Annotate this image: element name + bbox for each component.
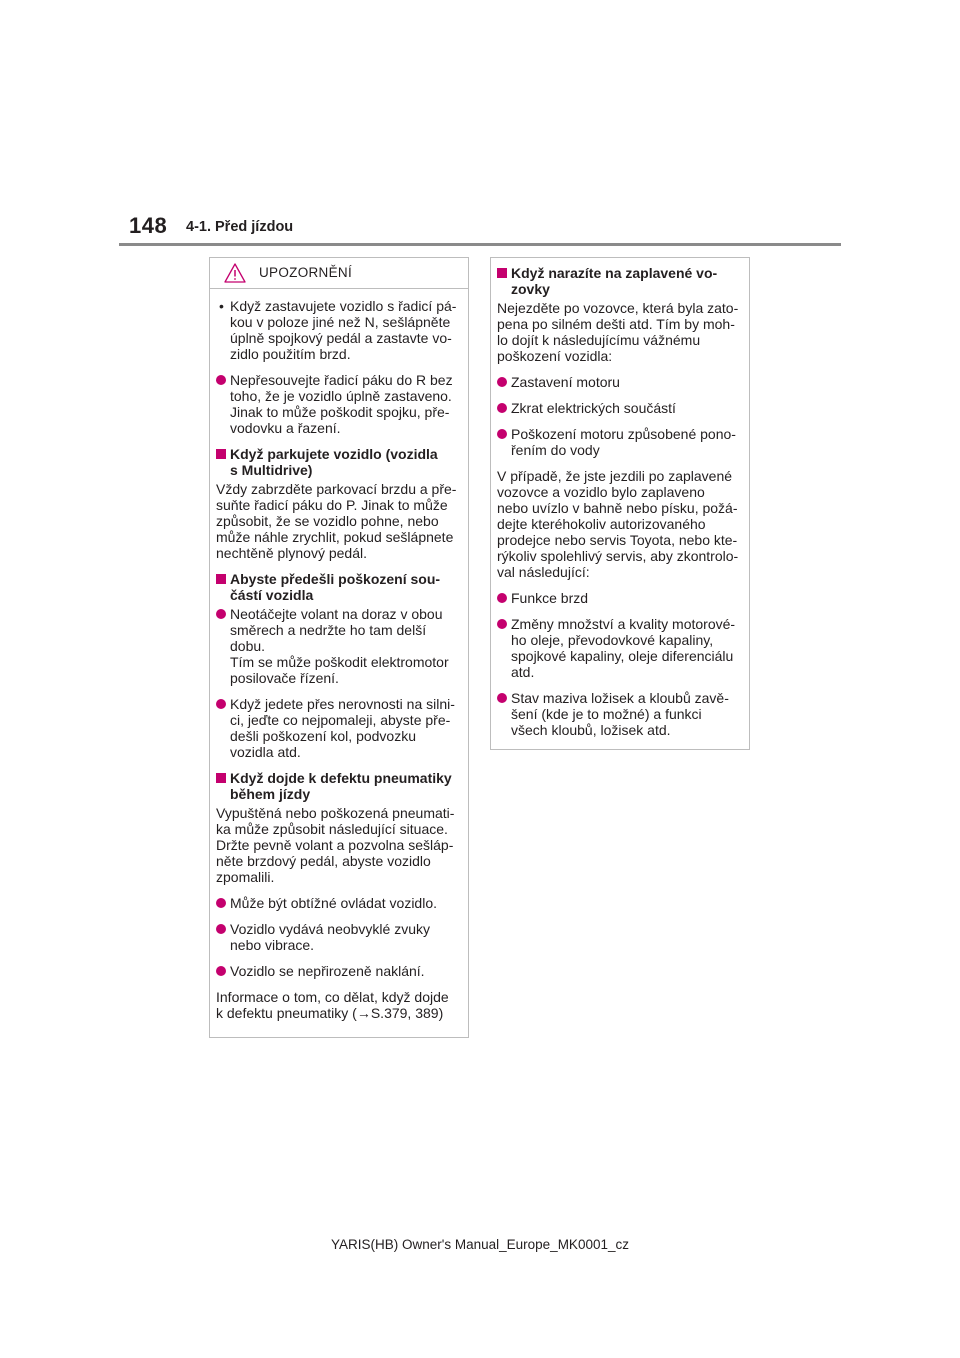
list-item-text: Když zastavujete vozidlo s řadicí pá- kou v poloze jiné než N, sešlápněte úplně spojkový pedál a zastavte vo- zidlo použitím brzd.	[230, 298, 457, 362]
list-item-text: Může být obtížné ovládat vozidlo.	[230, 895, 438, 911]
list-item-text: Zastavení motoru	[511, 374, 620, 390]
list-item	[216, 372, 462, 436]
paragraph-info: Informace o tom, co dělat, když dojde k defektu pneumatiky (→S.379, 389)	[216, 989, 449, 1021]
list-item-text: Nepřesouvejte řadicí páku do R bez toho, že je vozidlo úplně zastaveno. Jinak to může poškodit spojku, pře- vodovku a řazení.	[230, 372, 453, 436]
list-item	[216, 895, 462, 911]
list-item-text: Poškození motoru způsobené pono- řením do vody	[511, 426, 736, 458]
page-number: 148	[129, 213, 168, 238]
section-title: 4-1. Před jízdou	[186, 219, 294, 235]
subheading-damage: Abyste předešli poškození sou- částí vozidla	[216, 571, 462, 603]
paragraph-flood: Nejezděte po vozovce, která byla zato- pena po silném dešti atd. Tím by moh- lo dojít k následujícímu vážnému poškození vozidla:	[497, 300, 739, 364]
flood-content	[491, 258, 749, 738]
caution-box	[209, 257, 469, 1038]
paragraph-parking: Vždy zabrzděte parkovací brzdu a pře- suňte řadicí páku do P. Jinak to může způsobit, že se vozidlo pohne, nebo může náhle zrychlit, pokud sešlápnete nechtěně plynový pedál.	[216, 481, 457, 561]
paragraph-check: V případě, že jste jezdili po zaplavené vozovce a vozidlo bylo zaplaveno nebo uvízlo v bahně nebo písku, požá- dejte kteréhokoliv autorizovaného prodejce nebo servis Toyota, nebo kte- rýkoliv spolehlivý servis, aby zkontrolo- val následující:	[497, 468, 739, 580]
list-item	[216, 298, 462, 362]
list-item	[216, 696, 462, 760]
list-item	[497, 400, 743, 416]
list-item-text: Vozidlo vydává neobvyklé zvuky nebo vibrace.	[230, 921, 430, 953]
warning-triangle-icon	[224, 263, 246, 283]
paragraph-tire: Vypuštěná nebo poškozená pneumati- ka může způsobit následující situace. Držte pevně volant a pozvolna sešláp- něte brzdový pedál, abyste vozidlo zpomalili.	[216, 805, 455, 885]
caution-title: UPOZORNĚNÍ	[259, 265, 353, 280]
list-item-text: Zkrat elektrických součástí	[511, 400, 676, 416]
flood-box	[490, 257, 750, 750]
list-item-text: Vozidlo se nepřirozeně naklání.	[230, 963, 425, 979]
list-item	[497, 374, 743, 390]
list-item-text: Stav maziva ložisek a kloubů zavě- šení (kde je to možné) a funkci všech kloubů, ložisek atd.	[511, 690, 729, 738]
subheading-parking: Když parkujete vozidlo (vozidla s Multidrive)	[216, 446, 462, 478]
list-item	[216, 606, 462, 686]
header-rule	[119, 243, 841, 246]
caution-header	[210, 258, 468, 289]
list-item	[497, 616, 743, 680]
subheading-flood: Když narazíte na zaplavené vo- zovky	[497, 265, 743, 297]
list-item-text: Funkce brzd	[511, 590, 589, 606]
list-item	[497, 590, 743, 606]
list-item-text: Když jedete přes nerovnosti na silni- ci, jeďte co nejpomaleji, abyste pře- dešli poškození kol, podvozku vozidla atd.	[230, 696, 455, 760]
subheading-tire: Když dojde k defektu pneumatiky během jízdy	[216, 770, 462, 802]
list-item	[216, 963, 462, 979]
list-item-text: Změny množství a kvality motorové- ho oleje, převodovkové kapaliny, spojkové kapaliny, oleje diferenciálu atd.	[511, 616, 736, 680]
list-item	[497, 426, 743, 458]
list-item-text: Neotáčejte volant na doraz v obou směrech a nedržte ho tam delší dobu. Tím se může poškodit elektromotor posilovače řízení.	[230, 606, 449, 686]
caution-content	[210, 289, 468, 1021]
list-item	[497, 690, 743, 738]
list-item	[216, 921, 462, 953]
footer-manual-id: YARIS(HB) Owner's Manual_Europe_MK0001_cz	[331, 1237, 629, 1252]
